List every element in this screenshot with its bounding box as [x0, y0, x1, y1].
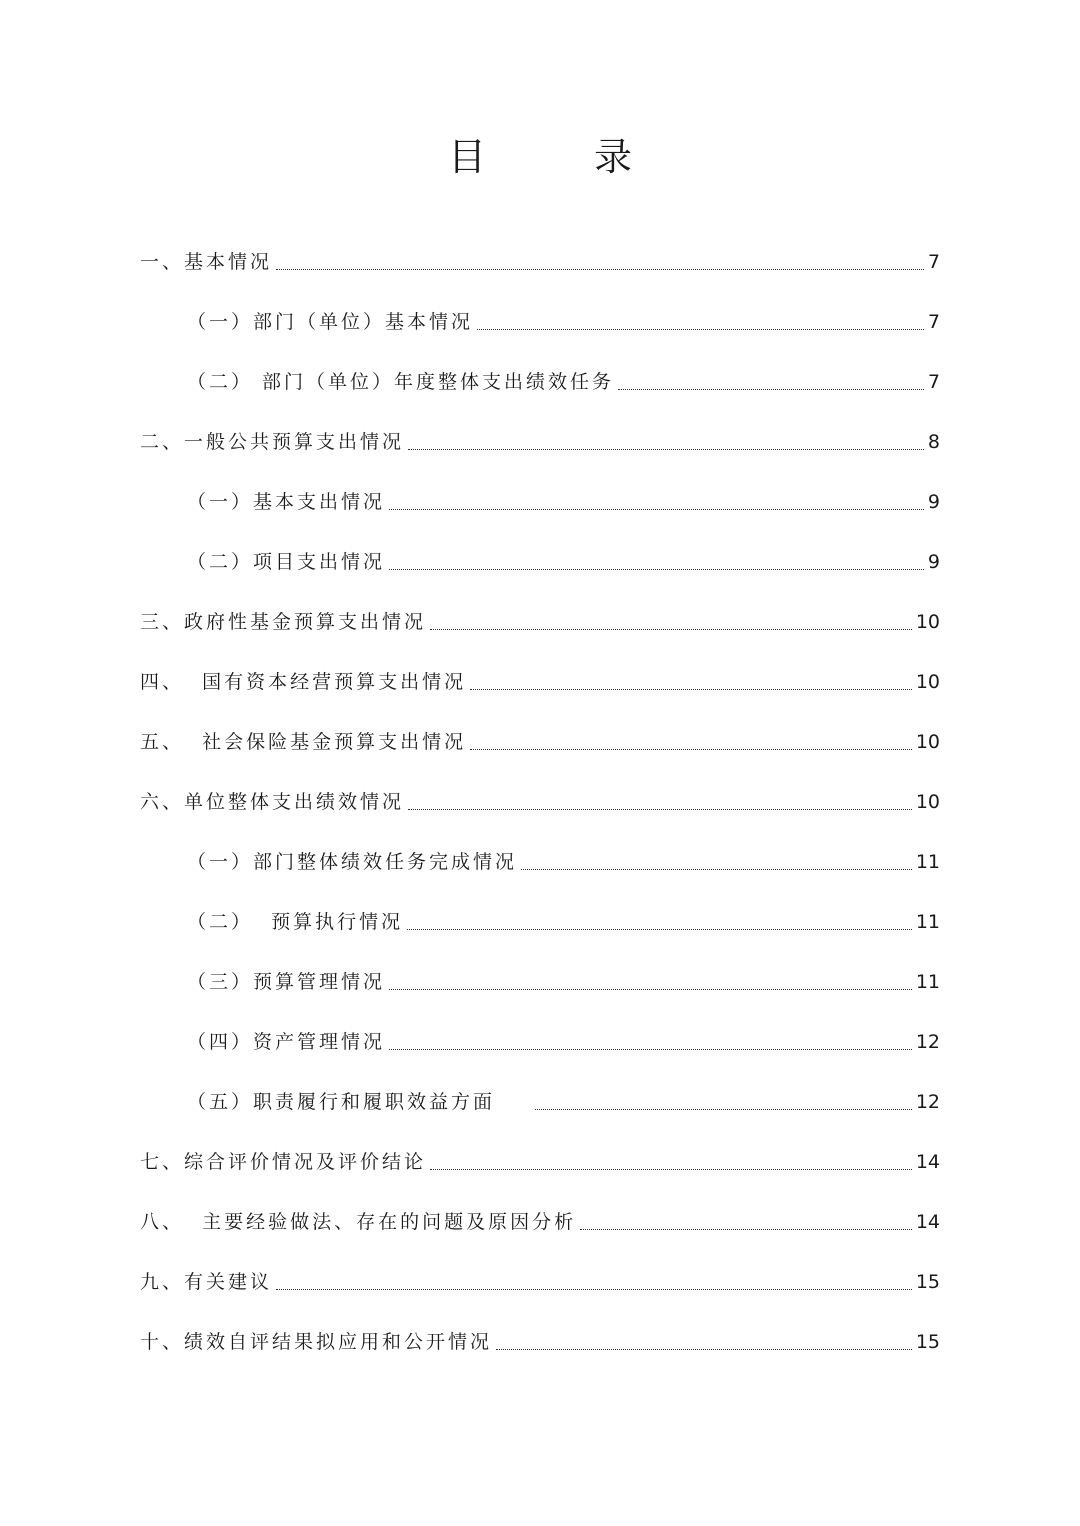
dot-leader [407, 929, 912, 930]
toc-entry-label: （五）职责履行和履职效益方面 [187, 1091, 532, 1113]
toc-page-number: 11 [915, 911, 940, 933]
toc-page-number: 15 [915, 1271, 940, 1293]
toc-page-number: 10 [915, 611, 940, 633]
toc-entry[interactable] [140, 1002, 940, 1062]
toc-page-number: 15 [915, 1331, 940, 1353]
toc-page-number: 14 [915, 1211, 940, 1233]
toc-entry-label: 八、 主要经验做法、存在的问题及原因分析 [140, 1211, 577, 1233]
title-char-1: 目 [447, 135, 486, 179]
toc-entry-label: 九、有关建议 [140, 1271, 273, 1293]
dot-leader [477, 329, 924, 330]
toc-entry[interactable] [140, 222, 940, 282]
toc-entry-label: 七、综合评价情况及评价结论 [140, 1151, 427, 1173]
toc-entry-label: （四）资产管理情况 [187, 1031, 386, 1053]
toc-page-number: 9 [927, 491, 940, 513]
dot-leader [580, 1229, 912, 1230]
toc-entry[interactable] [140, 882, 940, 942]
toc-entry[interactable] [140, 342, 940, 402]
toc-page-number: 12 [915, 1031, 940, 1053]
dot-leader [408, 809, 912, 810]
dot-leader [430, 1169, 912, 1170]
dot-leader [470, 749, 912, 750]
dot-leader [389, 989, 912, 990]
toc-page-number: 7 [927, 311, 940, 333]
toc-page-number: 10 [915, 731, 940, 753]
dot-leader [535, 1109, 912, 1110]
toc-entry-label: 六、单位整体支出绩效情况 [140, 791, 405, 813]
dot-leader [408, 449, 924, 450]
page-title [0, 126, 1080, 181]
toc-page-number: 14 [915, 1151, 940, 1173]
toc-entry-label: 五、 社会保险基金预算支出情况 [140, 731, 467, 753]
toc-entry-label: （一）部门（单位）基本情况 [187, 311, 474, 333]
dot-leader [276, 1289, 912, 1290]
toc-entry[interactable] [140, 522, 940, 582]
toc-entry[interactable] [140, 1182, 940, 1242]
toc-entry[interactable] [140, 282, 940, 342]
dot-leader [470, 689, 912, 690]
toc-entry-label: （三）预算管理情况 [187, 971, 386, 993]
toc-page-number: 7 [927, 371, 940, 393]
toc-page-number: 10 [915, 791, 940, 813]
table-of-contents [140, 222, 940, 1362]
toc-entry[interactable] [140, 702, 940, 762]
dot-leader [276, 269, 924, 270]
dot-leader [389, 569, 924, 570]
toc-page-number: 11 [915, 851, 940, 873]
toc-entry-label: 一、基本情况 [140, 251, 273, 273]
title-char-2: 录 [594, 135, 633, 179]
dot-leader [496, 1349, 912, 1350]
toc-page-number: 9 [927, 551, 940, 573]
toc-entry[interactable] [140, 1302, 940, 1362]
toc-entry[interactable] [140, 642, 940, 702]
toc-entry[interactable] [140, 1122, 940, 1182]
toc-entry-label: 三、政府性基金预算支出情况 [140, 611, 427, 633]
toc-page-number: 10 [915, 671, 940, 693]
toc-entry-label: （一）基本支出情况 [187, 491, 386, 513]
dot-leader [618, 389, 924, 390]
toc-entry-label: （二） 部门（单位）年度整体支出绩效任务 [187, 371, 615, 393]
toc-entry[interactable] [140, 822, 940, 882]
toc-page-number: 7 [927, 251, 940, 273]
dot-leader [521, 869, 912, 870]
toc-entry[interactable] [140, 942, 940, 1002]
toc-entry-label: 四、 国有资本经营预算支出情况 [140, 671, 467, 693]
dot-leader [430, 629, 912, 630]
dot-leader [389, 509, 924, 510]
toc-entry-label: （二） 预算执行情况 [187, 911, 404, 933]
toc-entry-label: （一）部门整体绩效任务完成情况 [187, 851, 518, 873]
toc-page-number: 8 [927, 431, 940, 453]
toc-entry[interactable] [140, 402, 940, 462]
toc-page-number: 12 [915, 1091, 940, 1113]
toc-entry-label: 二、一般公共预算支出情况 [140, 431, 405, 453]
toc-entry[interactable] [140, 582, 940, 642]
toc-entry[interactable] [140, 762, 940, 822]
toc-entry[interactable] [140, 1062, 940, 1122]
toc-page-number: 11 [915, 971, 940, 993]
toc-entry-label: 十、绩效自评结果拟应用和公开情况 [140, 1331, 493, 1353]
toc-entry[interactable] [140, 1242, 940, 1302]
toc-entry-label: （二）项目支出情况 [187, 551, 386, 573]
toc-entry[interactable] [140, 462, 940, 522]
dot-leader [389, 1049, 912, 1050]
